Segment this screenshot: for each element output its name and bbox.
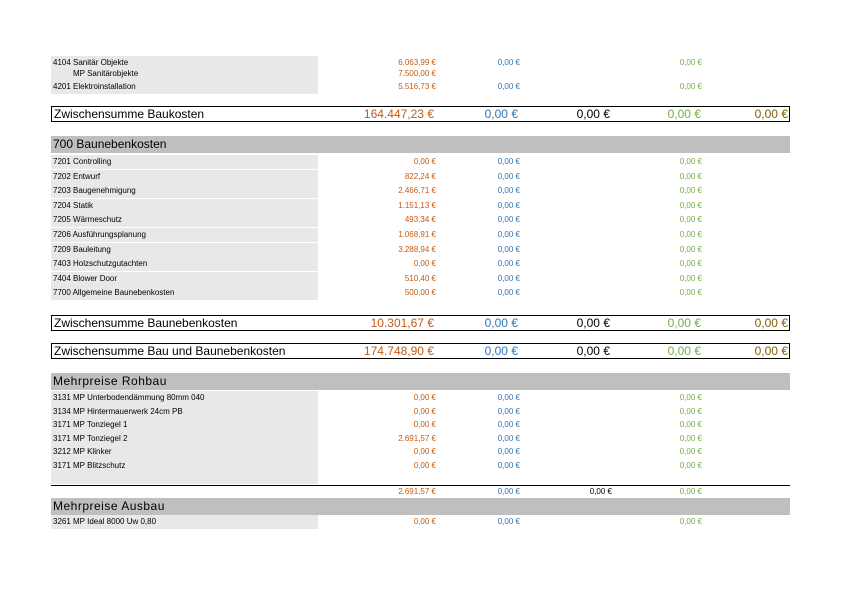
row-label: 3261 MP Ideal 8000 Uw 0,80	[51, 515, 318, 529]
value-blue: 0,00 €	[497, 460, 520, 470]
value-cost: 0,00 €	[413, 393, 436, 402]
table-row	[0, 155, 843, 169]
row-label: 7205 Wärmeschutz	[51, 213, 318, 227]
value-green: 0,00 €	[679, 230, 702, 239]
value-blue: 0,00 €	[497, 200, 520, 210]
value-green: 0,00 €	[679, 517, 702, 526]
value-cost: 2.691,57 €	[398, 487, 436, 496]
value-blue: 0,00 €	[484, 107, 518, 121]
value-blue: 0,00 €	[497, 406, 520, 416]
table-row	[0, 445, 843, 459]
value-green: 0,00 €	[679, 82, 702, 91]
value-cost: 10.301,67 €	[370, 316, 434, 330]
value-blue: 0,00 €	[497, 157, 520, 166]
value-green: 0,00 €	[667, 344, 701, 358]
value-cost: 500,00 €	[404, 288, 436, 298]
table-row	[0, 257, 843, 271]
row-label: 7700 Allgemeine Baunebenkosten	[51, 286, 318, 300]
value-blue: 0,00 €	[484, 344, 518, 358]
section-header-rohbau: Mehrpreise Rohbau	[51, 373, 790, 390]
table-row	[0, 432, 843, 446]
subtotal-label: Zwischensumme Bau und Baunebenkosten	[54, 344, 286, 358]
value-green: 0,00 €	[679, 487, 702, 496]
row-label: 7209 Bauleitung	[51, 243, 318, 257]
subtotal-baukosten	[51, 106, 790, 122]
table-row	[0, 80, 843, 94]
value-blue: 0,00 €	[497, 186, 520, 196]
value-blue: 0,00 €	[497, 244, 520, 254]
table-row	[0, 184, 843, 198]
value-green: 0,00 €	[679, 171, 702, 181]
value-green: 0,00 €	[679, 244, 702, 254]
value-cost: 0,00 €	[413, 447, 436, 456]
row-label: 4201 Elektroinstallation	[51, 80, 318, 94]
value-cost: 3.288,94 €	[398, 244, 436, 254]
value-blue: 0,00 €	[484, 316, 518, 330]
table-row	[0, 391, 843, 405]
value-cost: 5.516,73 €	[398, 82, 436, 91]
row-label: 3212 MP Klinker	[51, 445, 318, 459]
row-label: 7206 Ausführungsplanung	[51, 228, 318, 242]
table-row	[0, 272, 843, 286]
value-blue: 0,00 €	[497, 230, 520, 239]
value-black: 0,00 €	[576, 344, 610, 358]
value-green: 0,00 €	[679, 288, 702, 298]
value-green: 0,00 €	[679, 259, 702, 269]
value-cost: 0,00 €	[413, 406, 436, 416]
table-row	[0, 459, 843, 473]
value-blue: 0,00 €	[497, 393, 520, 402]
row-label: 7403 Holzschutzgutachten	[51, 257, 318, 271]
value-green: 0,00 €	[679, 273, 702, 283]
value-green: 0,00 €	[679, 420, 702, 429]
table-row	[0, 243, 843, 257]
row-label: 7204 Statik	[51, 199, 318, 213]
value-cost: 2.466,71 €	[398, 186, 436, 196]
value-cost: 0,00 €	[413, 460, 436, 470]
table-row	[0, 67, 843, 81]
value-green: 0,00 €	[667, 316, 701, 330]
value-green: 0,00 €	[679, 58, 702, 67]
subtotal-label: Zwischensumme Baunebenkosten	[54, 316, 238, 330]
value-green: 0,00 €	[679, 447, 702, 456]
row-label: 3134 MP Hintermauerwerk 24cm PB	[51, 405, 318, 419]
value-cost: 0,00 €	[413, 420, 436, 429]
value-green: 0,00 €	[679, 215, 702, 225]
value-cost: 174.748,90 €	[363, 344, 434, 358]
value-green: 0,00 €	[667, 107, 701, 121]
value-green: 0,00 €	[679, 200, 702, 210]
value-green: 0,00 €	[679, 406, 702, 416]
value-blue: 0,00 €	[497, 58, 520, 67]
empty-row	[51, 472, 318, 484]
value-blue: 0,00 €	[497, 433, 520, 443]
value-blue: 0,00 €	[497, 259, 520, 269]
value-cost: 164.447,23 €	[363, 107, 434, 121]
row-label: 7201 Controlling	[51, 155, 318, 169]
value-green: 0,00 €	[679, 433, 702, 443]
subtotal-label: Zwischensumme Baukosten	[54, 107, 205, 121]
value-green: 0,00 €	[679, 460, 702, 470]
value-cost: 6.063,99 €	[398, 58, 436, 67]
row-label: 4104 Sanitär Objekte	[51, 56, 318, 70]
value-cost: 1.151,13 €	[398, 200, 436, 210]
value-blue: 0,00 €	[497, 517, 520, 526]
value-cost: 822,24 €	[404, 171, 436, 181]
value-blue: 0,00 €	[497, 288, 520, 298]
rohbau-total-row	[0, 485, 843, 499]
table-row	[0, 418, 843, 432]
value-cost: 0,00 €	[413, 157, 436, 166]
value-cost: 493,34 €	[404, 215, 436, 225]
row-label: 3171 MP Tonziegel 2	[51, 432, 318, 446]
value-blue: 0,00 €	[497, 447, 520, 456]
value-cost: 7.500,00 €	[398, 69, 436, 78]
section-header-ausbau: Mehrpreise Ausbau	[51, 498, 790, 515]
value-blue: 0,00 €	[497, 171, 520, 181]
table-row	[0, 228, 843, 242]
value-green: 0,00 €	[679, 157, 702, 166]
subtotal-baunebenkosten	[51, 315, 790, 331]
value-blue: 0,00 €	[497, 215, 520, 225]
value-cost: 2.691,57 €	[398, 433, 436, 443]
value-green: 0,00 €	[679, 393, 702, 402]
value-black: 0,00 €	[576, 316, 610, 330]
table-row	[0, 170, 843, 184]
row-label: 3171 MP Tonziegel 1	[51, 418, 318, 432]
value-black: 0,00 €	[589, 487, 612, 496]
value-blue: 0,00 €	[497, 420, 520, 429]
row-label: 7404 Blower Door	[51, 272, 318, 286]
table-row	[0, 405, 843, 419]
section-header-baunebenkosten: 700 Baunebenkosten	[51, 136, 790, 153]
value-olive: 0,00 €	[754, 344, 788, 358]
table-row	[0, 213, 843, 227]
row-label: MP Sanitärobjekte	[51, 67, 318, 81]
value-black: 0,00 €	[576, 107, 610, 121]
value-olive: 0,00 €	[754, 316, 788, 330]
table-row	[0, 515, 843, 529]
value-cost: 0,00 €	[413, 259, 436, 269]
value-blue: 0,00 €	[497, 82, 520, 91]
value-cost: 510,40 €	[404, 273, 436, 283]
value-cost: 1.068,91 €	[398, 230, 436, 239]
value-blue: 0,00 €	[497, 273, 520, 283]
row-label: 7202 Entwurf	[51, 170, 318, 184]
row-label: 3171 MP Blitzschutz	[51, 459, 318, 473]
value-green: 0,00 €	[679, 186, 702, 196]
subtotal-bau-und-baunebenkosten	[51, 343, 790, 359]
value-olive: 0,00 €	[754, 107, 788, 121]
row-label: 7203 Baugenehmigung	[51, 184, 318, 198]
table-row	[0, 286, 843, 300]
table-row	[0, 199, 843, 213]
value-cost: 0,00 €	[413, 517, 436, 526]
value-blue: 0,00 €	[497, 487, 520, 496]
row-label: 3131 MP Unterbodendämmung 80mm 040	[51, 391, 318, 405]
